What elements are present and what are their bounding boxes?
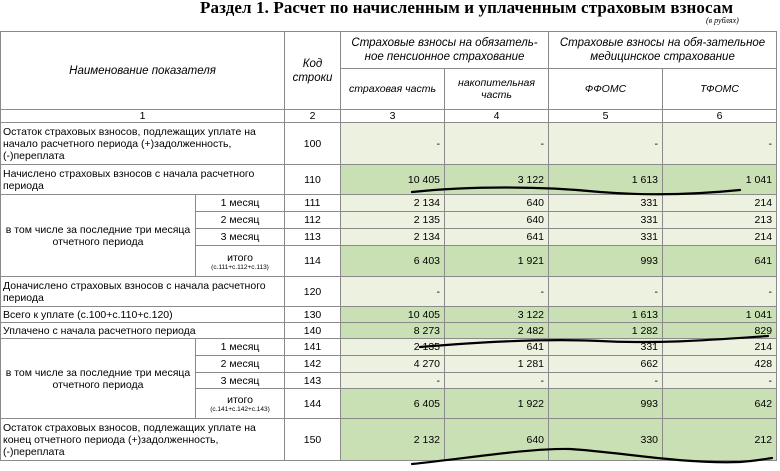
cell-value[interactable]: 8 273 [341,323,445,339]
row-label: 2 месяц [196,212,285,229]
section-title: Раздел 1. Расчет по начисленным и уплаченным страховым взносам [200,0,734,17]
cell-value[interactable]: - [549,373,663,389]
cell-value[interactable]: - [549,123,663,165]
row-code: 100 [285,123,341,165]
row-code: 150 [285,419,341,461]
cell-value[interactable]: 829 [663,323,777,339]
total-label: итого [227,251,253,264]
row-label: 3 месяц [196,373,285,389]
row-label: 1 месяц [196,339,285,356]
header-tfoms: ТФОМС [663,69,777,110]
row-code: 141 [285,339,341,356]
cell-value[interactable]: - [341,373,445,389]
cell-value[interactable]: 1 041 [663,307,777,323]
cell-value[interactable]: 662 [549,356,663,373]
cell-value[interactable]: - [445,277,549,307]
row-code: 114 [285,246,341,277]
cell-value[interactable]: - [549,277,663,307]
row-code: 111 [285,195,341,212]
cell-value[interactable]: 640 [445,419,549,461]
table-row [1,307,777,323]
table-row [1,165,777,195]
table-row [1,323,777,339]
cell-value[interactable]: 331 [549,229,663,246]
cell-value[interactable]: 6 405 [341,389,445,419]
cell-value[interactable]: 213 [663,212,777,229]
cell-value[interactable]: - [445,123,549,165]
cell-value[interactable]: 640 [445,195,549,212]
group-label: в том числе за последние три месяца отчетного периода [1,195,196,277]
cell-value[interactable]: 1 281 [445,356,549,373]
column-numbers-row [1,110,777,123]
row-label: Доначислено страховых взносов с начала расчетного периода [1,277,285,307]
cell-value[interactable]: 3 122 [445,165,549,195]
table-row [1,419,777,461]
cell-value[interactable]: 330 [549,419,663,461]
cell-value[interactable]: 4 270 [341,356,445,373]
cell-value[interactable]: 2 135 [341,212,445,229]
row-code: 140 [285,323,341,339]
row-label: Остаток страховых взносов, подлежащих уплате на начало расчетного периода (+)задолженность, (-)переплата [1,123,285,165]
row-code: 130 [285,307,341,323]
col-num-6: 6 [663,110,777,123]
header-pension: Страховые взносы на обязатель-ное пенсионное страхование [341,32,549,69]
units-note: (в рублях) [706,16,739,25]
cell-value[interactable]: 2 134 [341,229,445,246]
cell-value[interactable]: 2 132 [341,419,445,461]
row-code: 120 [285,277,341,307]
total-formula: (с.141+с.142+с.143) [210,406,270,413]
row-label: Остаток страховых взносов, подлежащих уплате на конец отчетного периода (+)задолженность, (-)переплата [1,419,285,461]
cell-value[interactable]: 428 [663,356,777,373]
row-code: 112 [285,212,341,229]
row-code: 113 [285,229,341,246]
cell-value[interactable]: 1 921 [445,246,549,277]
table-row [1,195,777,212]
row-label: 2 месяц [196,356,285,373]
cell-value[interactable]: 331 [549,195,663,212]
cell-value[interactable]: - [663,277,777,307]
row-label: Уплачено с начала расчетного периода [1,323,285,339]
cell-value[interactable]: 1 041 [663,165,777,195]
header-medical: Страховые взносы на обя-зательное медицинское страхование [549,32,777,69]
table-row [1,339,777,356]
col-num-3: 3 [341,110,445,123]
table-row [1,123,777,165]
row-label [196,389,285,419]
cell-value[interactable]: 2 134 [341,195,445,212]
cell-value[interactable]: 2 135 [341,339,445,356]
cell-value[interactable]: 641 [445,229,549,246]
cell-value[interactable]: 642 [663,389,777,419]
header-funded-part: накопительная часть [445,69,549,110]
row-label: Начислено страховых взносов с начала расчетного периода [1,165,285,195]
cell-value[interactable]: - [341,277,445,307]
row-code: 143 [285,373,341,389]
cell-value[interactable]: - [445,373,549,389]
table-row [1,277,777,307]
cell-value[interactable]: 1 613 [549,165,663,195]
cell-value[interactable]: 641 [663,246,777,277]
cell-value[interactable]: - [341,123,445,165]
cell-value[interactable]: 1 922 [445,389,549,419]
cell-value[interactable]: 214 [663,195,777,212]
cell-value[interactable]: 993 [549,389,663,419]
header-code: Код строки [285,32,341,110]
cell-value[interactable]: 10 405 [341,165,445,195]
row-label [196,246,285,277]
col-num-2: 2 [285,110,341,123]
row-label: 3 месяц [196,229,285,246]
cell-value[interactable]: 10 405 [341,307,445,323]
cell-value[interactable]: 6 403 [341,246,445,277]
cell-value[interactable]: 640 [445,212,549,229]
cell-value[interactable]: 331 [549,339,663,356]
header-insurance-part: страховая часть [341,69,445,110]
cell-value[interactable]: 212 [663,419,777,461]
col-num-5: 5 [549,110,663,123]
total-formula: (с.111+с.112+с.113) [211,263,269,271]
header-row [1,32,777,69]
cell-value[interactable]: - [663,123,777,165]
cell-value[interactable]: 214 [663,339,777,356]
header-name: Наименование показателя [1,32,285,110]
cell-value[interactable]: 993 [549,246,663,277]
row-code: 142 [285,356,341,373]
col-num-4: 4 [445,110,549,123]
cell-value[interactable]: 1 282 [549,323,663,339]
cell-value[interactable]: - [663,373,777,389]
cell-value[interactable]: 1 613 [549,307,663,323]
cell-value[interactable]: 641 [445,339,549,356]
group-label: в том числе за последние три месяца отчетного периода [1,339,196,419]
row-code: 110 [285,165,341,195]
header-ffoms: ФФОМС [549,69,663,110]
row-code: 144 [285,389,341,419]
row-label: Всего к уплате (с.100+с.110+с.120) [1,307,285,323]
total-label: итого [227,394,253,406]
col-num-1: 1 [1,110,285,123]
cell-value[interactable]: 2 482 [445,323,549,339]
cell-value[interactable]: 3 122 [445,307,549,323]
cell-value[interactable]: 331 [549,212,663,229]
cell-value[interactable]: 214 [663,229,777,246]
contributions-table [0,31,777,461]
row-label: 1 месяц [196,195,285,212]
